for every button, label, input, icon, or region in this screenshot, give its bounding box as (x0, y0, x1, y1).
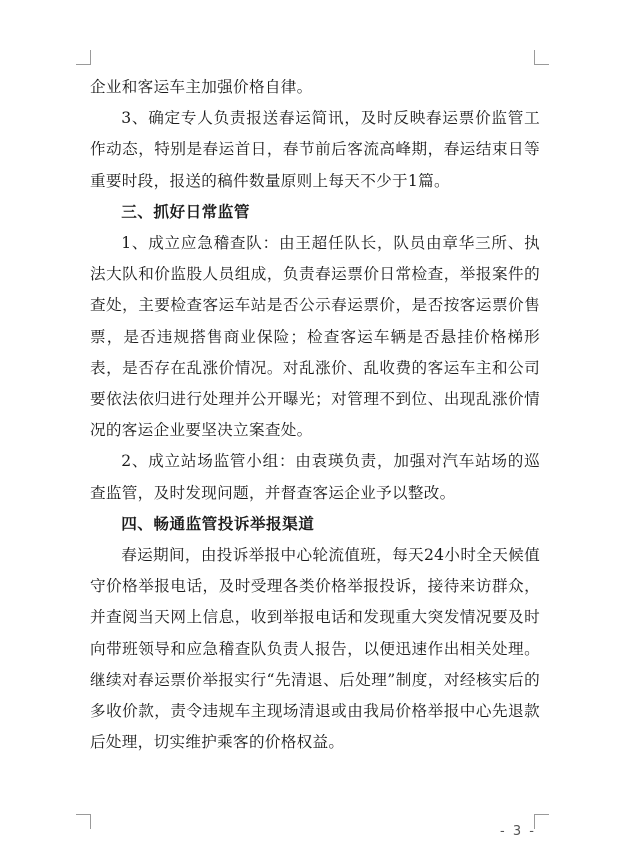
page-number: - 3 - (500, 824, 536, 839)
paragraph-item-3: 3、确定专人负责报送春运简讯，及时反映春运票价监管工作动态，特别是春运首日，春节前后客流高峰期，春运结束日等重要时段，报送的稿件数量原则上每天不少于1篇。 (90, 109, 540, 190)
crop-mark-top-left (76, 50, 91, 65)
crop-mark-bottom-left (76, 814, 91, 829)
section-heading-3: 三、抓好日常监管 (121, 202, 250, 221)
paragraph-emergency-inspection: 1、成立应急稽查队：由王超任队长，队员由章华三所、执法大队和价监股人员组成，负责春运票价日常检查，举报案件的查处，主要检查客运车站是否公示春运票价，是否按客运票价售票，是否违规搭售商业保险；检查客运车辆是否悬挂价格梯形表，是否存在乱涨价情况。对乱涨价、乱收费的客运车主和公司要依法依归进行处理并公开曝光；对管理不到位、出现乱涨价情况的客运企业要坚决立案查处。 (90, 234, 540, 440)
paragraph-complaint-channel: 春运期间，由投诉举报中心轮流值班，每天24小时全天候值守价格举报电话，及时受理各类价格举报投诉，接待来访群众，并查阅当天网上信息，收到举报电话和发现重大突发情况要及时向带班领导和应急稽查队负责人报告，以便迅速作出相关处理。继续对春运票价举报实行“先清退、后处理”制度，对经核实后的多收价款，责令违规车主现场清退或由我局价格举报中心先退款后处理，切实维护乘客的价格权益。 (90, 546, 540, 752)
paragraph-continuation: 企业和客运车主加强价格自律。 (90, 78, 313, 96)
section-heading-4: 四、畅通监管投诉举报渠道 (121, 514, 315, 533)
crop-mark-top-right (534, 50, 549, 65)
crop-mark-bottom-right (534, 814, 549, 829)
paragraph-station-supervision: 2、成立站场监管小组：由袁瑛负责，加强对汽车站场的巡查监管，及时发现问题，并督查客运企业予以整改。 (90, 452, 540, 502)
document-body (90, 72, 540, 758)
